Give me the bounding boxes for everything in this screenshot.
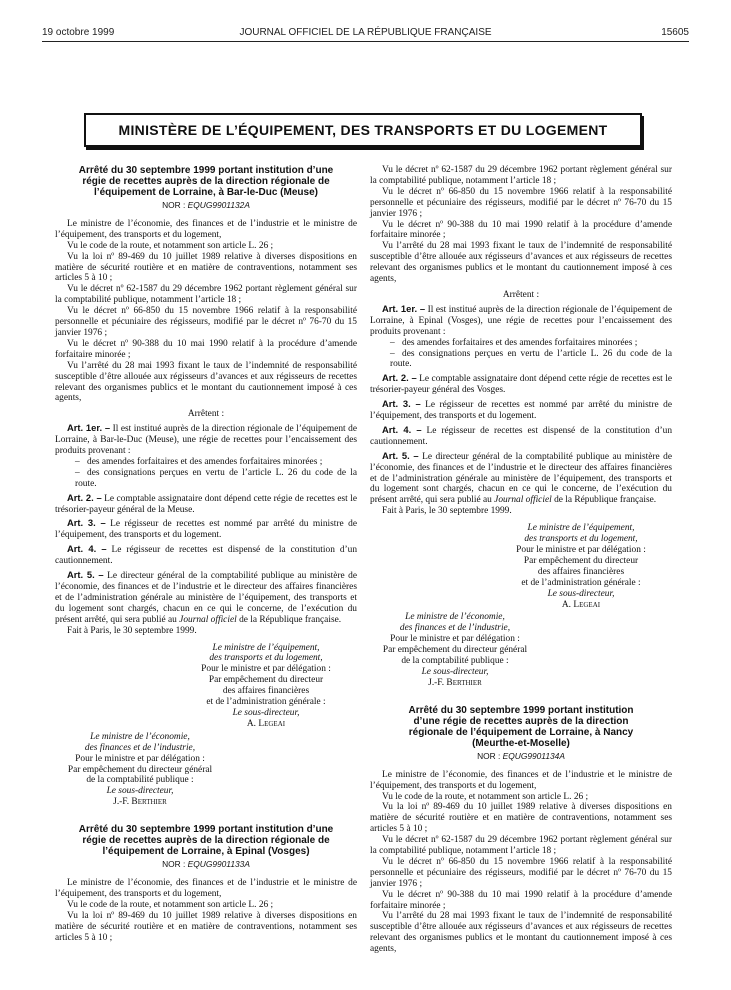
paragraph: Vu le décret nº 90-388 du 10 mai 1990 relatif à la procédure d’amende forfaitaire minorée ; bbox=[370, 219, 672, 241]
paragraph: Vu l’arrêté du 28 mai 1993 fixant le taux de l’indemnité de responsabilité susceptible d’être allouée aux régisseurs d’avances et aux régisseurs de recettes relevant des organismes publics et le montant du cautionnement imposé à ces agents, bbox=[370, 911, 672, 955]
nor-reference: NOR : EQUG9901133A bbox=[162, 859, 250, 870]
paragraph: Vu le code de la route, et notamment son article L. 26 ; bbox=[67, 899, 274, 910]
right-column bbox=[370, 165, 672, 955]
paragraph: Vu l’arrêté du 28 mai 1993 fixant le taux de l’indemnité de responsabilité susceptible d’être allouée aux régisseurs d’avances et aux régisseurs de recettes relevant des organismes publics et le montant du cautionnement imposé à ces agents, bbox=[55, 360, 357, 404]
header-journal-title: JOURNAL OFFICIEL DE LA RÉPUBLIQUE FRANÇAISE bbox=[239, 27, 492, 38]
paragraph: Vu le décret nº 66-850 du 15 novembre 1966 relatif à la responsabilité personnelle et pécuniaire des régisseurs, modifié par le décret nº 76-70 du 15 janvier 1976 ; bbox=[370, 186, 672, 219]
article-2: Art. 2. – Le comptable assignataire dont dépend cette régie de recettes est le trésorier-payeur général des Vosges. bbox=[370, 372, 672, 396]
paragraph: Vu le décret nº 62-1587 du 29 décembre 1962 portant règlement général sur la comptabilité publique, notamment l’article 18 ; bbox=[370, 835, 672, 857]
article-title: Arrêté du 30 septembre 1999 portant institution d’une régie de recettes auprès de la direction régionale de l’équipement de Lorraine, à Epinal (Vosges) bbox=[78, 824, 334, 858]
paragraph: Vu le décret nº 90-388 du 10 mai 1990 relatif à la procédure d’amende forfaitaire minorée ; bbox=[370, 889, 672, 911]
signature-block-equipement: Le ministre de l’équipement, des transports et du logement, Pour le ministre et par délégation : Par empêchement du directeur des affaires financières et de l’administration générale : Le sous-directeur, A. Legeai bbox=[201, 642, 331, 729]
signature-block-equipement: Le ministre de l’équipement, des transports et du logement, Pour le ministre et par délégation : Par empêchement du directeur des affaires financières et de l’administration générale : Le sous-directeur, A. Legeai bbox=[516, 523, 646, 610]
paragraph: Vu le décret nº 62-1587 du 29 décembre 1962 portant règlement général sur la comptabilité publique, notamment l’article 18 ; bbox=[55, 284, 357, 306]
article-title: Arrêté du 30 septembre 1999 portant institution d’une régie de recettes auprès de la direction régionale de l’équipement de Lorraine, à Nancy (Meurthe-et-Moselle) bbox=[408, 704, 634, 749]
paragraph: Le ministre de l’économie, des finances et de l’industrie et le ministre de l’équipement, des transports et du logement, bbox=[370, 769, 672, 791]
list-item: – des consignations perçues en vertu de l’article L. 26 du code de la route. bbox=[370, 349, 672, 371]
article-5: Art. 5. – Le directeur général de la comptabilité publique au ministère de l’économie, des finances et de l’industrie et le directeur des affaires financières et de l’administration générale au ministère de l’équipement, des transports et du logement sont chargés, chacun en ce qui le concerne, de l’exécution du présent arrêté, qui sera publié au Journal officiel de la République française. bbox=[370, 449, 673, 506]
paragraph: Vu le décret nº 62-1587 du 29 décembre 1962 portant règlement général sur la comptabilité publique, notamment l’article 18 ; bbox=[370, 165, 672, 186]
section-title: MINISTÈRE DE L’ÉQUIPEMENT, DES TRANSPORTS ET DU LOGEMENT bbox=[84, 113, 642, 147]
article-3: Art. 3. – Le régisseur de recettes est nommé par arrêté du ministre de l’équipement, des transports et du logement. bbox=[55, 517, 357, 541]
paragraph: Vu la loi nº 89-469 du 10 juillet 1989 relative à diverses dispositions en matière de sécurité routière et en matière de contraventions, notamment ses articles 5 à 10 ; bbox=[370, 802, 672, 835]
signature-block-economie: Le ministre de l’économie, des finances et de l’industrie, Pour le ministre et par délégation : Par empêchement du directeur général de la comptabilité publique : Le sous-directeur, J.-F. Berthier bbox=[67, 731, 213, 808]
paragraph: Vu l’arrêté du 28 mai 1993 fixant le taux de l’indemnité de responsabilité susceptible d’être allouée aux régisseurs d’avances et aux régisseurs de recettes relevant des organismes publics et le montant du cautionnement imposé à ces agents, bbox=[370, 241, 672, 285]
signature-date: Fait à Paris, le 30 septembre 1999. bbox=[67, 625, 197, 636]
paragraph: Vu le décret nº 66-850 du 15 novembre 1966 relatif à la responsabilité personnelle et pécuniaire des régisseurs, modifié par le décret nº 76-70 du 15 janvier 1976 ; bbox=[370, 856, 672, 889]
article-epinal bbox=[55, 824, 357, 943]
signature-date: Fait à Paris, le 30 septembre 1999. bbox=[382, 506, 512, 517]
article-nancy bbox=[370, 705, 672, 955]
paragraph: Vu la loi nº 89-469 du 10 juillet 1989 relative à diverses dispositions en matière de sécurité routière et en matière de contraventions, notamment ses articles 5 à 10 ; bbox=[55, 251, 357, 284]
article-1: Art. 1er. – Il est institué auprès de la direction régionale de l’équipement de Lorraine, à Epinal (Vosges), une régie de recettes pour l’encaissement des produits provenant : bbox=[370, 302, 673, 337]
nor-reference: NOR : EQUG9901134A bbox=[477, 750, 565, 761]
article-2: Art. 2. – Le comptable assignataire dont dépend cette régie de recettes est le trésorier-payeur général de la Meuse. bbox=[55, 491, 357, 515]
paragraph: Vu la loi nº 89-469 du 10 juillet 1989 relative à diverses dispositions en matière de sécurité routière et en matière de contraventions, notamment ses articles 5 à 10 ; bbox=[55, 910, 357, 943]
header-page-number: 15605 bbox=[661, 27, 689, 38]
article-5: Art. 5. – Le directeur général de la comptabilité publique au ministère de l’économie, des finances et de l’industrie et le directeur des affaires financières et de l’administration générale au ministère de l’équipement, des transports et du logement sont chargés, chacun en ce qui le concerne, de l’exécution du présent arrêté, qui sera publié au Journal officiel de la République française. bbox=[55, 569, 358, 625]
list-item: – des consignations perçues en vertu de l’article L. 26 du code de la route. bbox=[55, 468, 357, 490]
paragraph: Vu le code de la route, et notamment son article L. 26 ; bbox=[382, 791, 589, 802]
header-rule bbox=[42, 41, 689, 42]
paragraph: Vu le décret nº 66-850 du 15 novembre 1966 relatif à la responsabilité personnelle et pécuniaire des régisseurs, modifié par le décret nº 76-70 du 15 janvier 1976 ; bbox=[55, 306, 357, 338]
list-item: – des amendes forfaitaires et des amendes forfaitaires minorées ; bbox=[370, 338, 672, 349]
article-4: Art. 4. – Le régisseur de recettes est dispensé de la constitution d’un cautionnement. bbox=[55, 543, 358, 567]
signature-block-economie: Le ministre de l’économie, des finances et de l’industrie, Pour le ministre et par délégation : Par empêchement du directeur général de la comptabilité publique : Le sous-directeur, J.-F. Berthier bbox=[382, 612, 528, 688]
arretent-heading: Arrêtent : bbox=[187, 409, 225, 420]
arretent-heading: Arrêtent : bbox=[502, 289, 540, 300]
article-1: Art. 1er. – Il est institué auprès de la direction régionale de l’équipement de Lorraine, à Bar-le-Duc (Meuse), une régie de recettes pour l’encaissement des produits provenant : bbox=[55, 422, 358, 457]
article-4: Art. 4. – Le régisseur de recettes est dispensé de la constitution d’un cautionnement. bbox=[370, 423, 673, 447]
left-column bbox=[55, 165, 357, 943]
nor-reference: NOR : EQUG9901132A bbox=[162, 200, 250, 210]
article-bar-le-duc bbox=[55, 165, 357, 808]
article-3: Art. 3. – Le régisseur de recettes est nommé par arrêté du ministre de l’équipement, des transports et du logement. bbox=[370, 398, 672, 422]
list-item: – des amendes forfaitaires et des amendes forfaitaires minorées ; bbox=[55, 457, 357, 468]
paragraph: Le ministre de l’économie, des finances et de l’industrie et le ministre de l’équipement, des transports et du logement, bbox=[55, 218, 357, 240]
paragraph: Le ministre de l’économie, des finances et de l’industrie et le ministre de l’équipement, des transports et du logement, bbox=[55, 878, 357, 899]
paragraph: Vu le code de la route, et notamment son article L. 26 ; bbox=[67, 240, 274, 251]
paragraph: Vu le décret nº 90-388 du 10 mai 1990 relatif à la procédure d’amende forfaitaire minorée ; bbox=[55, 338, 357, 360]
article-title: Arrêté du 30 septembre 1999 portant institution d’une régie de recettes auprès de la direction régionale de l’équipement de Lorraine, à Bar-le-Duc (Meuse) bbox=[78, 165, 334, 198]
header-date: 19 octobre 1999 bbox=[42, 27, 115, 38]
